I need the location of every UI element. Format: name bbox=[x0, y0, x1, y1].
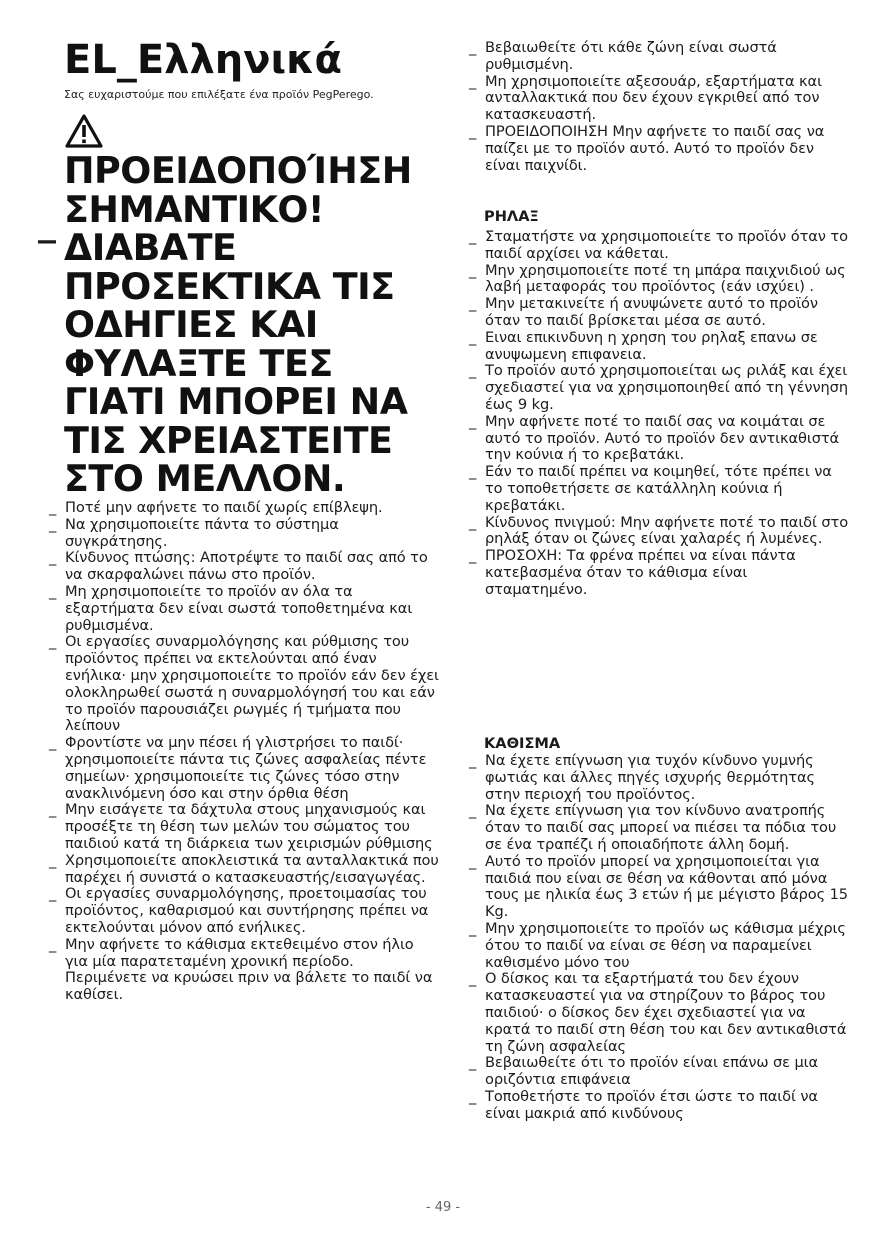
list-item: _ Σταματήστε να χρησιμοποιείτε το προϊόν όταν το παιδί αρχίσει να κάθεται. bbox=[468, 229, 853, 263]
list-item: _ Μην χρησιμοποιείτε το προϊόν ως κάθισμα μέχρις ότου το παιδί να είναι σε θέση να παραμείνει καθισμένο μόνο του bbox=[468, 921, 853, 971]
rocker-safety-list bbox=[468, 229, 853, 599]
list-item: _ ΠΡΟΣΟΧΗ: Τα φρένα πρέπει να είναι πάντα κατεβασμένα όταν το κάθισμα είναι σταματημένο. bbox=[468, 548, 853, 598]
list-item: _ Βεβαιωθείτε ότι κάθε ζώνη είναι σωστά ρυθμισμένη. bbox=[468, 40, 853, 74]
list-item: _ Μη χρησιμοποιείτε αξεσουάρ, εξαρτήματα και ανταλλακτικά που δεν έχουν εγκριθεί από τον κατασκευαστή. bbox=[468, 74, 853, 124]
list-item: _ Τοποθετήστε το προϊόν έτσι ώστε το παιδί να είναι μακριά από κινδύνους bbox=[468, 1089, 853, 1123]
list-item: _ Χρησιμοποιείτε αποκλειστικά τα ανταλλακτικά που παρέχει ή συνιστά ο κατασκευαστής/εισαγωγέας. bbox=[48, 853, 440, 887]
list-item: _ Μην αφήνετε ποτέ το παιδί σας να κοιμάται σε αυτό το προϊόν. Αυτό το προϊόν δεν αντικαθιστά την κούνια ή το κρεβατάκι. bbox=[468, 414, 853, 464]
warning-title: ΠΡΟΕΙΔΟΠΟΊΗΣΗ bbox=[64, 149, 412, 192]
list-item: _ Οι εργασίες συναρμολόγησης, προετοιμασίας του προϊόντος, καθαρισμού και συντήρησης πρέπει να εκτελούνται μόνον από ενήλικες. bbox=[48, 886, 440, 936]
warning-text: ΣΗΜΑΝΤΙΚΟ! ΔΙΑΒΑΤΕ ΠΡΟΣΕΚΤΙΚΑ ΤΙΣ ΟΔΗΓΙΕΣ ΚΑΙ ΦΥΛΑΞΤΕ ΤΕΣ ΓΙΑΤΙ ΜΠΟΡΕΙ ΝΑ ΤΙΣ ΧΡΕΙΑΣΤΕΙΤΕ ΣΤΟ ΜΕΛΛΟΝ. bbox=[64, 187, 408, 500]
list-item: _ Φροντίστε να μην πέσει ή γλιστρήσει το παιδί· χρησιμοποιείτε πάντα τις ζώνες ασφαλείας πέντε σημείων· χρησιμοποιείτε τις ζώνες τόσο στην ανακλινόμενη όσο και στην όρθια θέση bbox=[48, 735, 440, 802]
list-item: _ Το προϊόν αυτό χρησιμοποιείται ως ριλάξ και έχει σχεδιαστεί για να χρησιμοποιηθεί από τη γέννηση έως 9 kg. bbox=[468, 363, 853, 413]
list-item: _ Οι εργασίες συναρμολόγησης και ρύθμισης του προϊόντος πρέπει να εκτελούνται από έναν ενήλικα· μην χρησιμοποιείτε το προϊόν εάν δεν έχει ολοκληρωθεί σωστά η συναρμολόγησή του και εάν το προϊόν παρουσιάζει ρωγμές ή τμήματα που λείπουν bbox=[48, 634, 440, 735]
list-item: _ Να έχετε επίγνωση για τυχόν κίνδυνο γυμνής φωτιάς και άλλες πηγές ισχυρής θερμότητας στην περιοχή του προϊόντος. bbox=[468, 753, 853, 803]
list-item: _ Εάν το παιδί πρέπει να κοιμηθεί, τότε πρέπει να το τοποθετήσετε σε κατάλληλη κούνια ή κρεβατάκι. bbox=[468, 464, 853, 514]
warning-heading bbox=[64, 149, 436, 500]
list-item: _ Μην χρησιμοποιείτε ποτέ τη μπάρα παιχνιδιού ως λαβή μεταφοράς του προϊόντος (εάν ισχύει) . bbox=[468, 263, 853, 297]
list-item: _ Μην μετακινείτε ή ανυψώνετε αυτό το προϊόν όταν το παιδί βρίσκεται μέσα σε αυτό. bbox=[468, 296, 853, 330]
list-item: _ Βεβαιωθείτε ότι το προϊόν είναι επάνω σε μια οριζόντια επιφάνεια bbox=[468, 1055, 853, 1089]
list-item: _ Μη χρησιμοποιείτε το προϊόν αν όλα τα εξαρτήματα δεν είναι σωστά τοποθετημένα και ρυθμισμένα. bbox=[48, 584, 440, 634]
list-item: _ Μην εισάγετε τα δάχτυλα στους μηχανισμούς και προσέξτε τη θέση των μελών του σώματος του παιδιού κατά τη διάρκεια των χειρισμών ρύθμισης bbox=[48, 802, 440, 852]
thanks-text: Σας ευχαριστούμε που επιλέξατε ένα προϊόν PegPerego. bbox=[64, 88, 374, 101]
right-top-safety-list bbox=[468, 40, 853, 174]
seat-safety-list bbox=[468, 753, 853, 1123]
list-item: _ Να έχετε επίγνωση για τον κίνδυνο ανατροπής όταν το παιδί σας μπορεί να πιέσει τα πόδια του σε ένα τραπέζι ή οποιαδήποτε άλλη δομή. bbox=[468, 803, 853, 853]
list-item: _ Ο δίσκος και τα εξαρτήματά του δεν έχουν κατασκευαστεί για να στηρίζουν το βάρος του παιδιού· ο δίσκος δεν έχει σχεδιαστεί για να κρατά το παιδί στη θέση του και δεν αντικαθιστά τη ζώνη ασφαλείας bbox=[468, 971, 853, 1055]
rocker-heading: ΡΗΛΑΞ bbox=[484, 208, 539, 225]
left-safety-list bbox=[48, 500, 440, 1004]
list-item: _ Κίνδυνος πτώσης: Αποτρέψτε το παιδί σας από το να σκαρφαλώνει πάνω στο προϊόν. bbox=[48, 550, 440, 584]
warning-triangle-icon bbox=[64, 113, 104, 149]
list-item: _ ΠΡΟΕΙΔΟΠΟΙΗΣΗ Μην αφήνετε το παιδί σας να παίζει με το προϊόν αυτό. Αυτό το προϊόν δεν είναι παιχνίδι. bbox=[468, 124, 853, 174]
seat-heading: ΚΑΘΙΣΜΑ bbox=[484, 735, 561, 752]
list-item: _ Ποτέ μην αφήνετε το παιδί χωρίς επίβλεψη. bbox=[48, 500, 440, 517]
list-item: _ Ειναι επικινδυνη η χρηση του ρηλαξ επανω σε ανυψωμενη επιφανεια. bbox=[468, 330, 853, 364]
page-number: - 49 - bbox=[425, 1200, 461, 1215]
list-item: _ Αυτό το προϊόν μπορεί να χρησιμοποιείται για παιδιά που είναι σε θέση να κάθονται από μόνα τους με ηλικία έως 3 ετών ή με μέγιστο βάρος 15 Kg. bbox=[468, 854, 853, 921]
list-item: _ Μην αφήνετε το κάθισμα εκτεθειμένο στον ήλιο για μία παρατεταμένη χρονική περίοδο. Περιμένετε να κρυώσει πριν να βάλετε το παιδί να καθίσει. bbox=[48, 937, 440, 1004]
list-item: _ Κίνδυνος πνιγμού: Μην αφήνετε ποτέ το παιδί στο ρηλάξ όταν οι ζώνες είναι χαλαρές ή λυμένες. bbox=[468, 515, 853, 549]
list-item: _ Να χρησιμοποιείτε πάντα το σύστημα συγκράτησης. bbox=[48, 517, 440, 551]
language-title: EL_Ελληνικά bbox=[64, 37, 342, 83]
warning-dash: _ bbox=[38, 203, 56, 244]
